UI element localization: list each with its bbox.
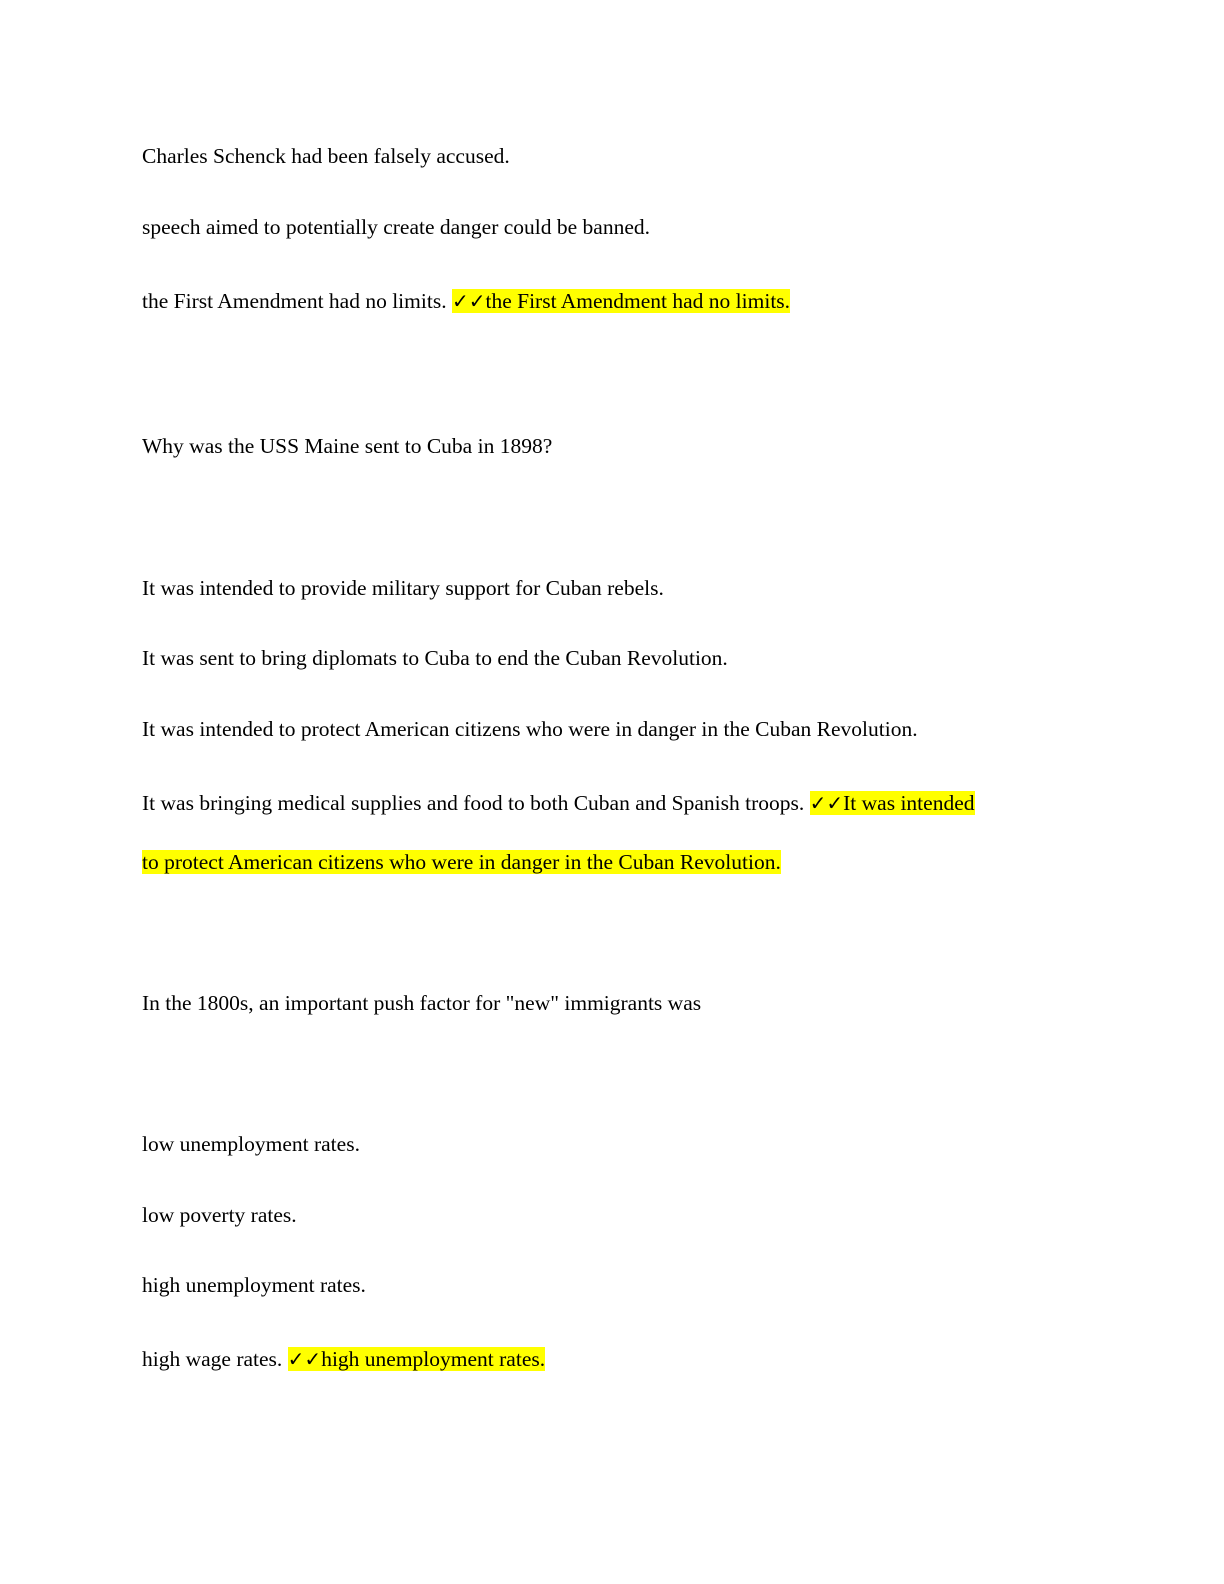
q2-question-text: Why was the USS Maine sent to Cuba in 1898? [142, 434, 553, 458]
q3-option-2-text: low poverty rates. [142, 1203, 297, 1227]
q2-answer-text-part1: It was intended [843, 791, 975, 815]
q3-option-3-text: high unemployment rates. [142, 1273, 366, 1297]
q3-option-2 [142, 1200, 297, 1230]
q2-question [142, 431, 552, 461]
double-check-icon: ✓✓ [287, 1347, 322, 1371]
q3-option-4-text: high wage rates. [142, 1347, 283, 1371]
q2-answer-text-part2: to protect American citizens who were in danger in the Cuban Revolution. [142, 850, 781, 874]
q2-option-1-text: It was intended to provide military support for Cuban rebels. [142, 576, 664, 600]
q2-option-4 [142, 788, 975, 818]
q3-question [142, 988, 701, 1018]
q1-option-2 [142, 212, 650, 242]
q2-option-3 [142, 714, 918, 744]
q1-option-3-text: the First Amendment had no limits. [142, 289, 447, 313]
q3-option-4 [142, 1344, 545, 1374]
q3-answer-highlight [288, 1347, 545, 1371]
q1-option-1 [142, 141, 510, 171]
q2-option-4-text: It was bringing medical supplies and food to both Cuban and Spanish troops. [142, 791, 805, 815]
q2-option-2-text: It was sent to bring diplomats to Cuba to end the Cuban Revolution. [142, 646, 728, 670]
q2-option-2 [142, 643, 728, 673]
double-check-icon: ✓✓ [809, 791, 844, 815]
q3-option-1-text: low unemployment rates. [142, 1132, 360, 1156]
q3-option-3 [142, 1270, 366, 1300]
q2-answer-highlight-line1 [810, 791, 975, 815]
q1-option-2-text: speech aimed to potentially create danger could be banned. [142, 215, 651, 239]
q3-answer-text: high unemployment rates. [321, 1347, 546, 1371]
q1-answer-highlight [452, 289, 790, 313]
q1-option-1-text: Charles Schenck had been falsely accused. [142, 144, 510, 168]
q2-option-3-text: It was intended to protect American citizens who were in danger in the Cuban Revolution. [142, 717, 918, 741]
q1-answer-text: the First Amendment had no limits. [485, 289, 791, 313]
q2-answer-continued [142, 847, 781, 877]
q3-question-text: In the 1800s, an important push factor for "new" immigrants was [142, 991, 702, 1015]
q1-option-3 [142, 286, 790, 316]
q2-option-1 [142, 573, 664, 603]
q3-option-1 [142, 1129, 360, 1159]
double-check-icon: ✓✓ [451, 289, 486, 313]
